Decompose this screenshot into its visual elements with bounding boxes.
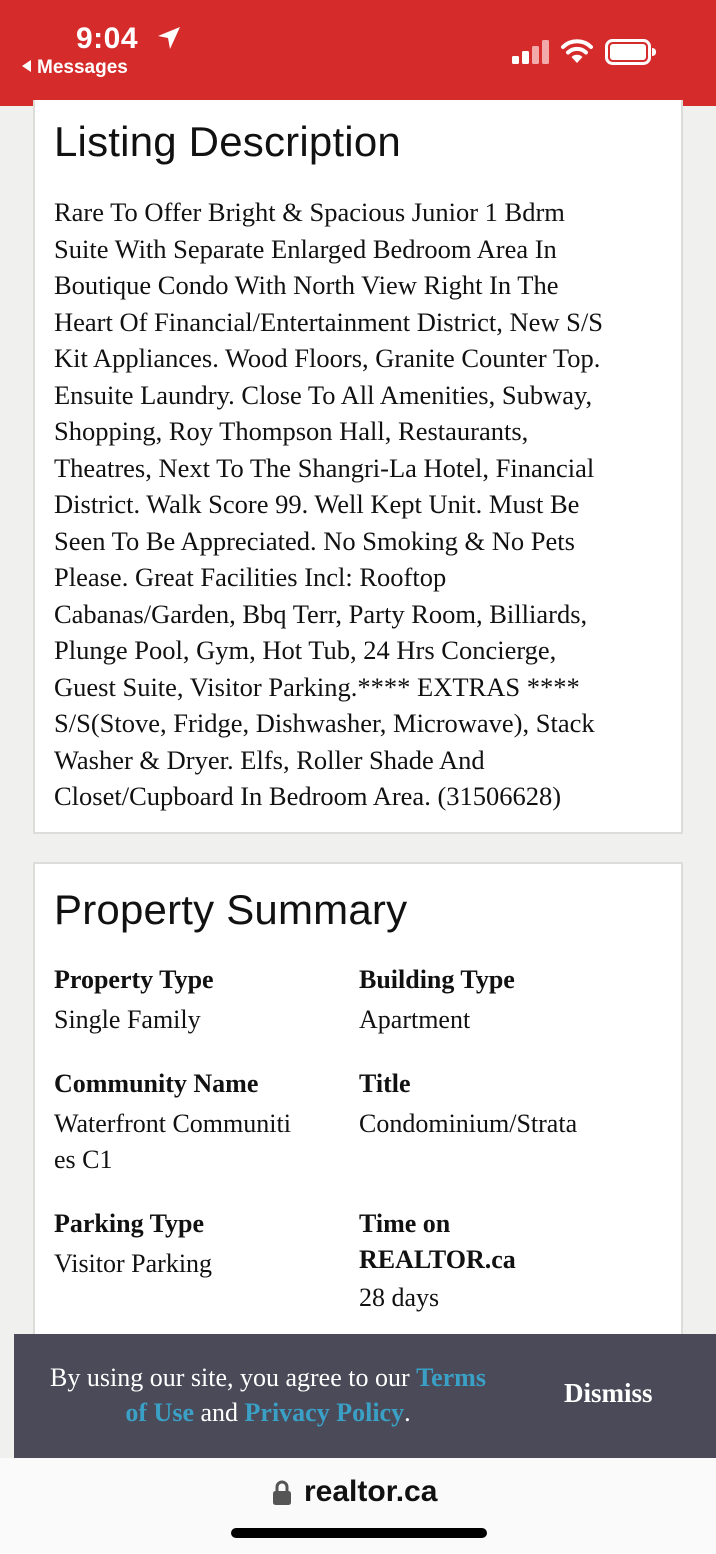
description-line: Plunge Pool, Gym, Hot Tub, 24 Hrs Concierge, xyxy=(54,635,557,665)
building-type-label: Building Type xyxy=(359,965,515,994)
time-on-realtor-label-cont: REALTOR.ca xyxy=(359,1245,516,1274)
cookie-text-prefix: By using our site, you agree to our xyxy=(50,1363,417,1392)
dismiss-button[interactable]: Dismiss xyxy=(564,1378,653,1408)
property-summary-title: Property Summary xyxy=(54,886,408,933)
community-name-field xyxy=(54,1066,291,1178)
status-time: 9:04 xyxy=(76,22,139,55)
community-name-label: Community Name xyxy=(54,1069,259,1098)
description-line: District. Walk Score 99. Well Kept Unit. Must Be xyxy=(54,489,580,519)
parking-type-field xyxy=(54,1206,212,1282)
description-line: Theatres, Next To The Shangri-La Hotel, Financial xyxy=(54,452,595,483)
property-type-value: Single Family xyxy=(54,1005,201,1034)
time-on-realtor-value: 28 days xyxy=(359,1283,440,1312)
community-name-value-cont: es C1 xyxy=(54,1145,113,1174)
community-name-value: Waterfront Communiti xyxy=(54,1109,291,1138)
description-line: Seen To Be Appreciated. No Smoking & No Pets xyxy=(54,525,575,556)
property-type-field xyxy=(54,962,214,1038)
parking-type-value: Visitor Parking xyxy=(54,1249,213,1278)
battery-icon xyxy=(605,39,657,65)
url-text[interactable]: realtor.ca xyxy=(304,1475,438,1508)
description-line: Washer & Dryer. Elfs, Roller Shade And xyxy=(54,744,485,775)
title-value: Condominium/Strata xyxy=(359,1109,578,1138)
property-type-label: Property Type xyxy=(54,965,214,994)
description-line: Cabanas/Garden, Bbq Terr, Party Room, Billiards, xyxy=(54,598,588,629)
terms-of-use-link[interactable]: Terms of Use xyxy=(125,1363,486,1427)
time-on-realtor-field xyxy=(359,1206,516,1316)
description-line: Heart Of Financial/Entertainment District, New S/S xyxy=(54,306,604,337)
property-summary-card xyxy=(33,862,683,1362)
cookie-consent-banner xyxy=(14,1334,716,1458)
status-bar xyxy=(0,0,716,106)
description-line: Please. Great Facilities Incl: Rooftop xyxy=(54,562,447,592)
description-line: Guest Suite, Visitor Parking.**** EXTRAS **** xyxy=(54,671,580,702)
description-line: Closet/Cupboard In Bedroom Area. (31506628) xyxy=(54,781,562,811)
listing-description-text xyxy=(54,194,676,815)
title-field xyxy=(359,1066,577,1142)
back-label: Messages xyxy=(37,57,128,78)
description-line: Boutique Condo With North View Right In The xyxy=(54,270,559,300)
cookie-text-suffix: . xyxy=(404,1398,411,1427)
time-on-realtor-label: Time on xyxy=(359,1209,451,1238)
wifi-icon xyxy=(561,38,593,64)
description-line: Suite With Separate Enlarged Bedroom Area In xyxy=(54,233,557,264)
lock-icon xyxy=(272,1480,292,1506)
description-line: S/S(Stove, Fridge, Dishwasher, Microwave), Stack xyxy=(54,708,595,738)
description-line: Kit Appliances. Wood Floors, Granite Counter Top. xyxy=(54,343,601,373)
browser-address-bar[interactable] xyxy=(0,1458,716,1554)
home-indicator[interactable] xyxy=(231,1528,487,1538)
building-type-field xyxy=(359,962,515,1038)
listing-description-title: Listing Description xyxy=(54,118,401,165)
cookie-text-and: and xyxy=(193,1398,245,1427)
description-line: Rare To Offer Bright & Spacious Junior 1 Bdrm xyxy=(54,197,565,227)
listing-description-card xyxy=(33,100,683,834)
back-to-messages-button[interactable] xyxy=(22,57,128,79)
title-label: Title xyxy=(359,1069,411,1098)
location-arrow-icon xyxy=(156,25,182,51)
back-arrow-icon xyxy=(22,60,31,72)
building-type-value: Apartment xyxy=(359,1005,471,1034)
cookie-consent-text xyxy=(28,1360,508,1430)
parking-type-label: Parking Type xyxy=(54,1209,205,1238)
privacy-policy-link[interactable]: Privacy Policy xyxy=(244,1398,405,1427)
signal-icon xyxy=(512,40,550,64)
description-line: Ensuite Laundry. Close To All Amenities, Subway, xyxy=(54,379,593,410)
description-line: Shopping, Roy Thompson Hall, Restaurants, xyxy=(54,416,529,446)
